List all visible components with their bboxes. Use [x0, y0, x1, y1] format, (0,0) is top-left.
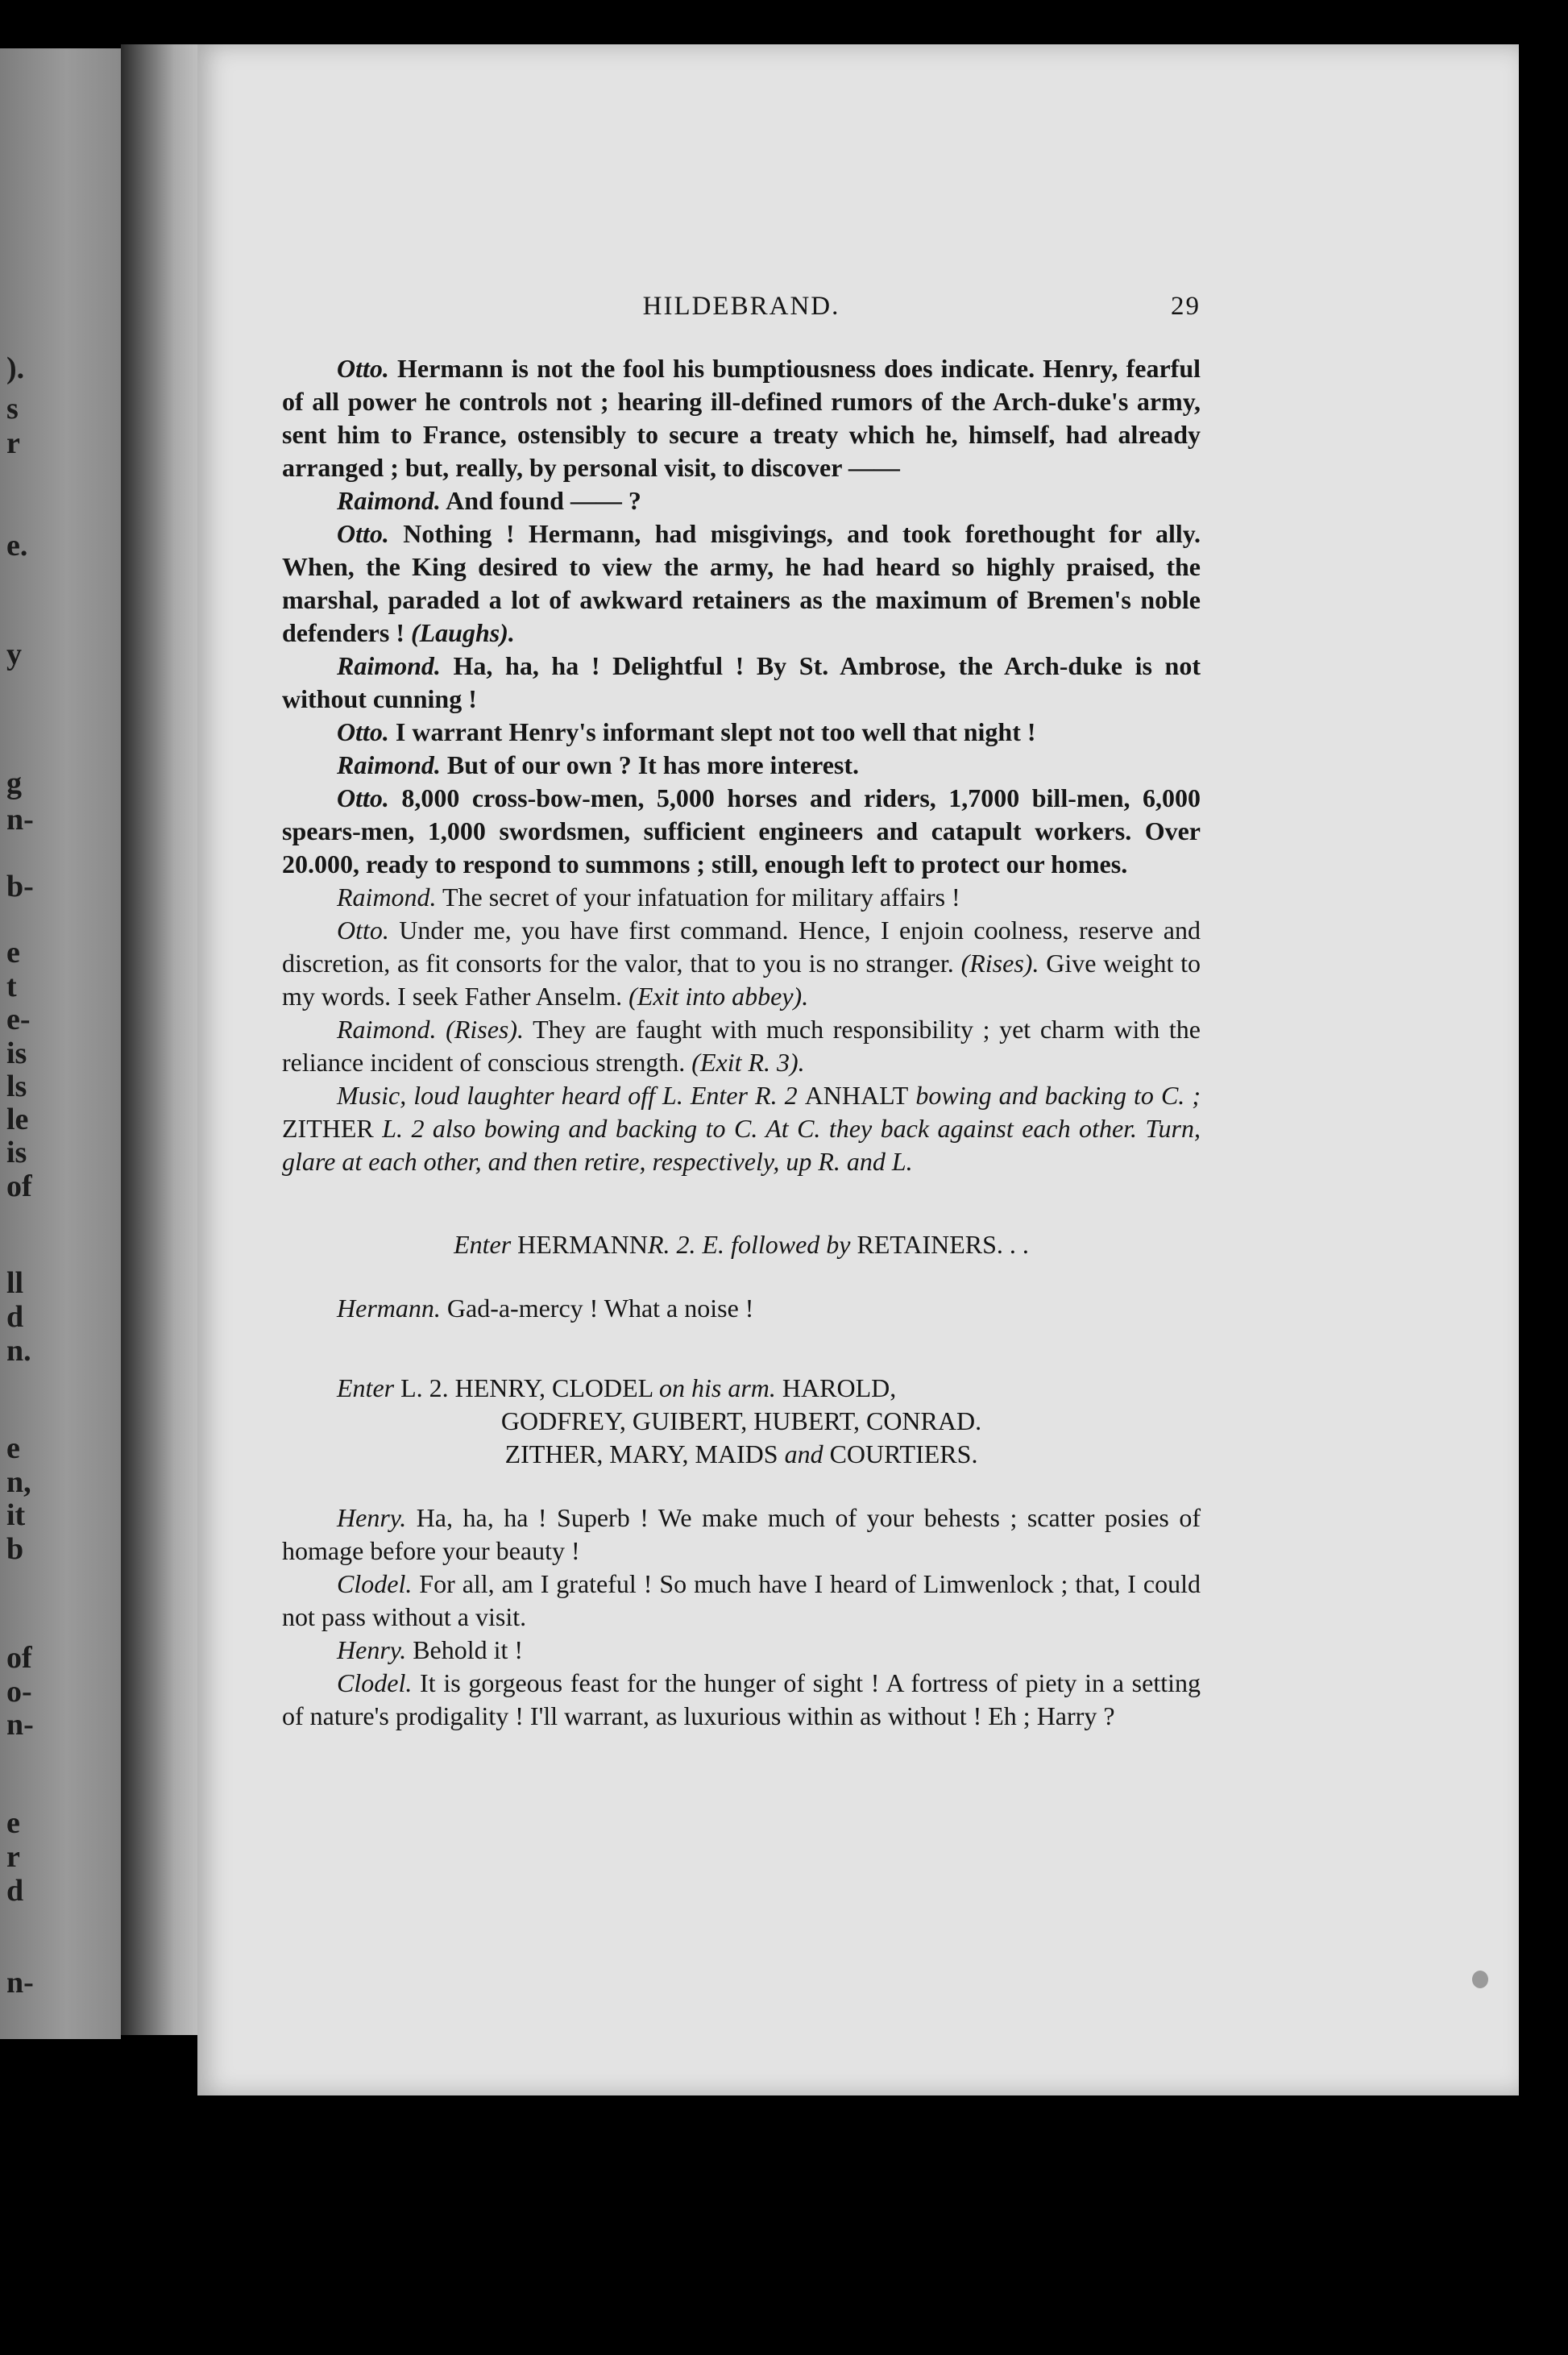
- stage-direction: (Rises).: [953, 949, 1039, 978]
- dialogue-paragraph: [282, 352, 1201, 484]
- stage-direction: R. 2. E. followed by: [647, 1230, 857, 1259]
- left-fragment: b-: [6, 870, 34, 903]
- left-fragment: it: [6, 1498, 26, 1532]
- character-caps: HERMANN: [517, 1230, 648, 1259]
- dialogue-paragraph: [282, 1292, 1201, 1325]
- dialogue-paragraph: [282, 517, 1201, 650]
- dialogue-paragraph: [282, 1501, 1201, 1568]
- ink-smudge: [1472, 1971, 1488, 1988]
- stage-direction: Music, loud laughter heard off L. Enter R. 2: [337, 1081, 805, 1110]
- speaker-name: Otto.: [337, 519, 389, 548]
- left-fragment: e.: [6, 529, 28, 563]
- speaker-name: Otto.: [337, 717, 389, 746]
- speaker-name: Hermann.: [337, 1294, 441, 1323]
- stage-direction: and: [784, 1439, 823, 1468]
- character-caps: HAROLD,: [775, 1373, 897, 1402]
- left-fragment: g: [6, 766, 22, 800]
- speech-text: I warrant Henry's informant slept not too well that night !: [388, 717, 1036, 746]
- dialogue-paragraph: [282, 749, 1201, 782]
- character-caps: ZITHER, MARY, MAIDS: [504, 1439, 785, 1468]
- left-fragment: b: [6, 1532, 24, 1566]
- left-page-edge: [0, 48, 121, 2039]
- running-header: [282, 290, 1201, 330]
- entrance-hermann: [282, 1228, 1201, 1261]
- speaker-name: Clodel.: [337, 1668, 413, 1697]
- stage-direction: L. 2 also bowing and backing to C. At C. they back against each other. Turn, glare at each other, and then retire, respectively, up R. and L.: [282, 1114, 1201, 1176]
- dialogue-paragraph: [282, 1667, 1201, 1733]
- stage-direction: (Rises).: [436, 1015, 525, 1044]
- speaker-name: Raimond.: [337, 651, 441, 680]
- speaker-name: Raimond.: [337, 1015, 437, 1044]
- speech-text: Gad-a-mercy ! What a noise !: [440, 1294, 754, 1323]
- dialogue-paragraph: [282, 1568, 1201, 1634]
- character-caps: ZITHER: [282, 1114, 374, 1143]
- speaker-name: Otto.: [337, 783, 389, 812]
- speech-text: For all, am I grateful ! So much have I heard of Limwenlock ; that, I could not pass without a visit.: [282, 1569, 1201, 1631]
- running-title: HILDEBRAND.: [642, 292, 840, 321]
- left-fragment: n-: [6, 1966, 34, 2000]
- left-fragment: d: [6, 1300, 24, 1334]
- speech-text: Behold it !: [406, 1635, 524, 1664]
- left-fragment: s: [6, 392, 19, 426]
- speech-text: It is gorgeous feast for the hunger of sight ! A fortress of piety in a setting of nature's prodigality ! I'll warrant, as luxurious within as without ! Eh ; Harry ?: [282, 1668, 1201, 1730]
- stage-direction-paragraph: [282, 1079, 1201, 1178]
- speech-text: Hermann is not the fool his bumptiousness does indicate. Henry, fearful of all power he controls not ; hearing ill-defined rumors of the Arch-duke's army, sent him to France, ostensibly to secure a treaty which he, himself, had already arranged ; but, really, by personal visit, to discover ——: [282, 354, 1201, 482]
- left-fragment: n-: [6, 1708, 34, 1742]
- speaker-name: Otto.: [337, 916, 389, 945]
- stage-direction: Enter: [337, 1373, 401, 1402]
- speech-text: The secret of your infatuation for military affairs !: [436, 883, 960, 912]
- left-fragment: y: [6, 638, 22, 671]
- speech-text: Ha, ha, ha ! Delightful ! By St. Ambrose, the Arch-duke is not without cunning !: [282, 651, 1201, 713]
- speech-text: Under me, you have first command. Hence, I enjoin coolness, reserve and discretion, as fit consorts for the valor, that to you is no stranger.: [282, 916, 1201, 978]
- speech-text: They are faught with much responsibility ; yet charm with the reliance incident of conscious strength.: [282, 1015, 1201, 1077]
- character-caps: COURTIERS.: [823, 1439, 978, 1468]
- left-fragment: n.: [6, 1334, 31, 1368]
- stage-direction: Enter: [454, 1230, 518, 1259]
- left-fragment: of: [6, 1169, 32, 1203]
- trailing-dots: . . .: [996, 1230, 1029, 1259]
- dialogue-paragraph: [282, 1013, 1201, 1079]
- left-fragment: ls: [6, 1070, 27, 1103]
- left-fragment: ).: [6, 351, 25, 385]
- left-fragment: e: [6, 1431, 20, 1465]
- speech-text: Nothing ! Hermann, had misgivings, and took forethought for ally. When, the King desired to view the army, he had heard so highly praised, the marshal, paraded a lot of awkward retainers as the maximum of Bremen's noble defenders !: [282, 519, 1201, 647]
- dialogue-paragraph: [282, 484, 1201, 517]
- left-fragment: le: [6, 1103, 29, 1136]
- speech-text: 8,000 cross-bow-men, 5,000 horses and riders, 1,7000 bill-men, 6,000 spears-men, 1,000 swordsmen, sufficient engineers and catapult workers. Over 20.000, ready to respond to summons ; still, enough left to protect our homes.: [282, 783, 1201, 878]
- stage-direction: bowing and backing to C. ;: [908, 1081, 1201, 1110]
- left-fragment: d: [6, 1874, 24, 1908]
- character-caps: ANHALT: [804, 1081, 909, 1110]
- speaker-name: Otto.: [337, 354, 389, 383]
- dialogue-paragraph: [282, 716, 1201, 749]
- speaker-name: Henry.: [337, 1503, 407, 1532]
- left-fragment: is: [6, 1136, 27, 1169]
- stage-direction: (Exit into abbey).: [622, 982, 809, 1011]
- left-fragment: n,: [6, 1465, 31, 1499]
- left-fragment: ll: [6, 1266, 24, 1300]
- speech-text: But of our own ? It has more interest.: [440, 750, 860, 779]
- dialogue-body: [282, 352, 1201, 1733]
- speaker-name: Raimond.: [337, 486, 441, 515]
- dialogue-paragraph: [282, 650, 1201, 716]
- speech-text: Ha, ha, ha ! Superb ! We make much of your behests ; scatter posies of homage before your beauty !: [282, 1503, 1201, 1565]
- right-page: [197, 44, 1519, 2095]
- speech-text: And found —— ?: [440, 486, 641, 515]
- character-caps: L. 2. HENRY, CLODEL: [400, 1373, 659, 1402]
- left-fragment: r: [6, 1840, 20, 1874]
- speech-text: Give weight to my words. I seek Father Anselm.: [282, 949, 1201, 1011]
- entrance-line: [282, 1372, 1201, 1405]
- speaker-name: Raimond.: [337, 750, 441, 779]
- left-fragment: is: [6, 1036, 27, 1070]
- page-number: 29: [1171, 292, 1201, 321]
- entrance-henry: [282, 1372, 1201, 1471]
- dialogue-paragraph: [282, 1634, 1201, 1667]
- stage-direction: (Exit R. 3).: [685, 1048, 805, 1077]
- dialogue-paragraph: [282, 881, 1201, 914]
- left-fragment: n-: [6, 803, 34, 837]
- entrance-line: [282, 1438, 1201, 1471]
- left-fragment: e: [6, 936, 20, 970]
- speaker-name: Raimond.: [337, 883, 437, 912]
- speaker-name: Clodel.: [337, 1569, 413, 1598]
- speaker-name: Henry.: [337, 1635, 407, 1664]
- left-fragment: e-: [6, 1003, 31, 1036]
- stage-direction: (Laughs).: [404, 618, 515, 647]
- left-fragment: e: [6, 1806, 20, 1840]
- entrance-line: GODFREY, GUIBERT, HUBERT, CONRAD.: [500, 1406, 982, 1435]
- character-caps: RETAINERS: [857, 1230, 997, 1259]
- left-fragment: r: [6, 426, 20, 460]
- stage-direction: on his arm.: [658, 1373, 776, 1402]
- left-fragment: t: [6, 970, 17, 1003]
- dialogue-paragraph: [282, 914, 1201, 1013]
- dialogue-paragraph: [282, 782, 1201, 881]
- left-fragment: of: [6, 1641, 32, 1675]
- left-fragment: o-: [6, 1675, 32, 1709]
